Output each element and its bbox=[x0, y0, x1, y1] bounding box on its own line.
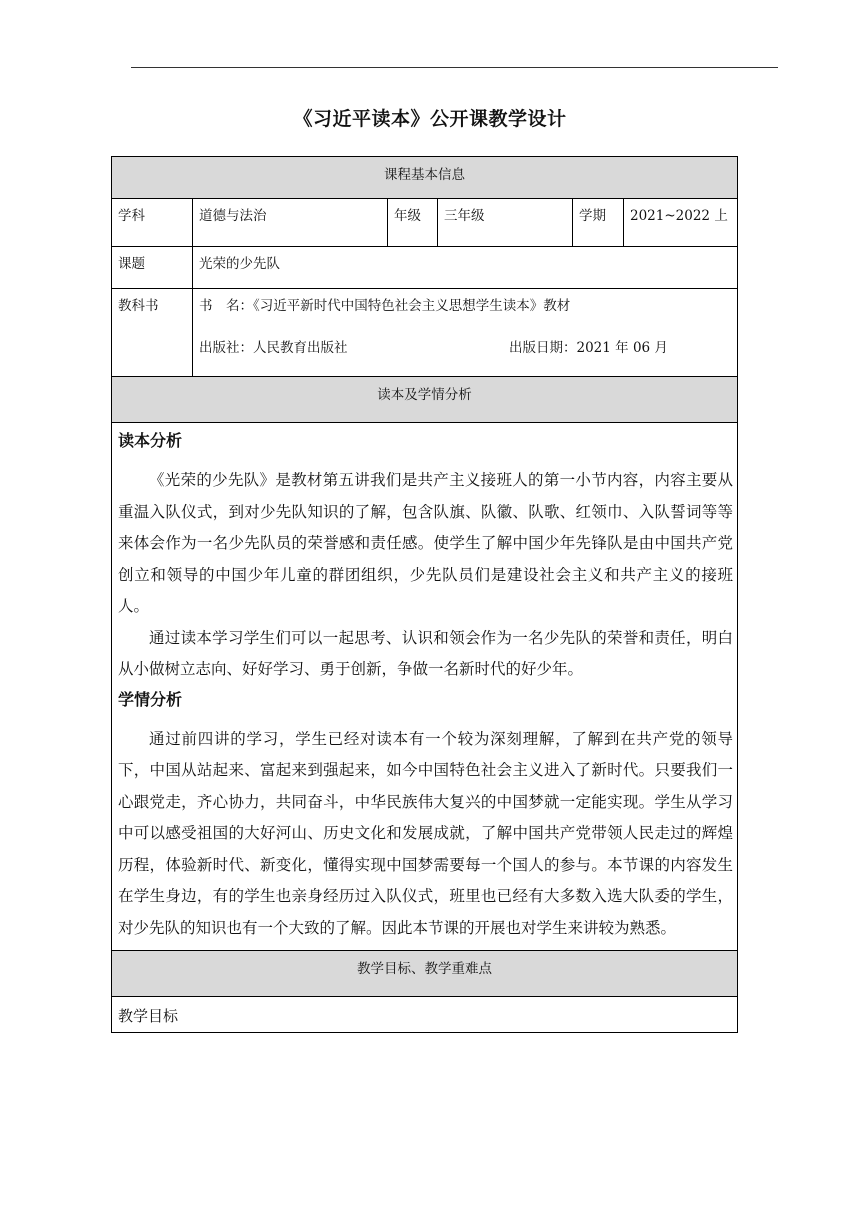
publisher: 出版社：人民教育出版社 bbox=[199, 340, 348, 356]
basic-info-header bbox=[112, 157, 738, 199]
textbook-info bbox=[193, 289, 738, 377]
goals-header-row bbox=[112, 951, 738, 997]
analysis-body-row bbox=[112, 423, 738, 951]
analysis-body bbox=[112, 423, 738, 951]
reading-analysis-title: 读本分析 bbox=[118, 431, 183, 450]
term-value: 2021~2022 上 bbox=[624, 199, 738, 247]
goals-header-text: 教学目标、教学重难点 bbox=[357, 961, 493, 977]
goals-label: 教学目标 bbox=[112, 997, 738, 1033]
topic-label: 课题 bbox=[112, 247, 193, 289]
textbook-row bbox=[112, 289, 738, 377]
analysis-header-text: 读本及学情分析 bbox=[377, 387, 472, 403]
analysis-header bbox=[112, 377, 738, 423]
goals-header bbox=[112, 951, 738, 997]
topic-value: 光荣的少先队 bbox=[193, 247, 738, 289]
reading-analysis-paragraph-1: 《光荣的少先队》是教材第五讲我们是共产主义接班人的第一小节内容，内容主要从重温入队仪式，到对少先队知识的了解，包含队旗、队徽、队歌、红领巾、入队誓词等等来体会作为一名少先队员的荣誉感和责任感。使学生了解中国少年先锋队是由中国共产党创立和领导的中国少年儿童的群团组织，少先队员们是建设社会主义和共产主义的接班人。 bbox=[118, 471, 734, 615]
basic-info-header-row bbox=[112, 157, 738, 199]
subject-row bbox=[112, 199, 738, 247]
reading-analysis-paragraph-2: 通过读本学习学生们可以一起思考、认识和领会作为一名少先队的荣誉和责任，明白从小做树立志向、好好学习、勇于创新，争做一名新时代的好少年。 bbox=[118, 628, 734, 678]
publisher-line bbox=[199, 336, 737, 356]
term-label: 学期 bbox=[573, 199, 624, 247]
goals-row bbox=[112, 997, 738, 1033]
basic-info-header-text: 课程基本信息 bbox=[384, 167, 466, 183]
textbook-label: 教科书 bbox=[112, 289, 193, 377]
analysis-header-row bbox=[112, 377, 738, 423]
document-title: 《习近平读本》公开课教学设计 bbox=[293, 108, 567, 130]
textbook-name: 书 名：《习近平新时代中国特色社会主义思想学生读本》教材 bbox=[199, 298, 571, 314]
lesson-plan-table bbox=[111, 156, 738, 1033]
student-analysis-paragraph: 通过前四讲的学习，学生已经对读本有一个较为深刻理解，了解到在共产党的领导下，中国从站起来、富起来到强起来，如今中国特色社会主义进入了新时代。只要我们一心跟党走，齐心协力，共同奋斗，中华民族伟大复兴的中国梦就一定能实现。学生从学习中可以感受祖国的大好河山、历史文化和发展成就，了解中国共产党带领人民走过的辉煌历程，体验新时代、新变化，懂得实现中国梦需要每一个国人的参与。本节课的内容发生在学生身边，有的学生也亲身经历过入队仪式，班里也已经有大多数入选大队委的学生，对少先队的知识也有一个大致的了解。因此本节课的开展也对学生来讲较为熟悉。 bbox=[118, 729, 734, 937]
grade-label: 年级 bbox=[388, 199, 438, 247]
subject-value: 道德与法治 bbox=[193, 199, 388, 247]
student-analysis-title: 学情分析 bbox=[118, 689, 183, 709]
subject-label: 学科 bbox=[112, 199, 193, 247]
header-rule bbox=[131, 67, 778, 68]
publish-date: 出版日期：2021 年 06 月 bbox=[509, 340, 668, 356]
topic-row bbox=[112, 247, 738, 289]
grade-value: 三年级 bbox=[438, 199, 573, 247]
